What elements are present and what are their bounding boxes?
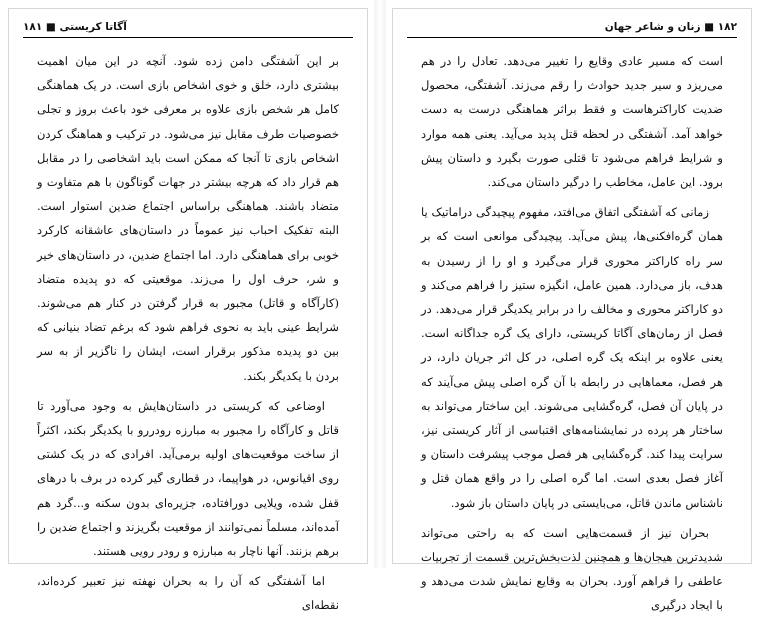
left-paragraph-3: اما آشفتگی که آن را به بحران نهفته نیز تعبیر کرده‌اند، نقطه‌ای [37,574,339,613]
left-paragraph-1: بر این آشفتگی دامن زده شود. آنچه در این میان اهمیت بیشتری دارد، خلق و خوی اشخاص بازی است. در یک هماهنگی کامل هر شخص بازی علاوه بر معرفی خود باعث بروز و تجلی خصوصیات طرف مقابل نیز می‌شود. در ترکیب و هماهنگ کردن اشخاص بازی تا آنجا که ممکن است باید اشخاصی را در مقابل هم قرار داد که هرچه بیشتر در جهات گوناگون با هم متفاوت و متضاد باشند. هماهنگی براساس اجتماع ضدین استوار است. البته تفکیک احباب نیز عموماً در داستان‌های عاشقانه کارکرد خوبی برای هماهنگی دارد. اما اجتماع ضدین، در داستان‌های خیر و شر، حرف اول را می‌زند. موقعیتی که دو پدیده متضاد (کارآگاه و قاتل) مجبور به قرار گرفتن در کنار هم می‌شوند. شرایط عینی باید به نحوی فراهم شود که برغم تضاد بنیانی که بین دو پدیده مذکور برقرار است، ایشان را ناگزیر از به سر بردن با یکدیگر بکند. [37,54,339,383]
right-paragraph-3: بحران نیز از قسمت‌هایی است که به راحتی می‌تواند شدیدترین هیجان‌ها و همچنین لذت‌بخش‌ترین قسمت از تجربیات عاطفی را فراهم آورد. بحران به وقایع نمایش شدت می‌دهد و با ایجاد درگیری [421,525,723,613]
right-paragraph-1: است که مسیر عادی وقایع را تغییر می‌دهد. تعادل را در هم می‌ریزد و سیر جدید حوادث را رقم می‌زند. آشفتگی، محصول ضدیت کاراکترهاست و فقط براثر هماهنگی درست به دست خواهد آمد. آشفتگی در لحظه قتل پدید می‌آید. یعنی همه موارد و شرایط فراهم می‌شود تا قتلی صورت بگیرد و داستان پیش برود. این عامل، مخاطب را درگیر داستان می‌کند. [421,54,723,190]
left-page-body [37,49,339,613]
right-page-body [421,49,723,613]
left-page-header: آگاتا کریستی ■ ۱۸۱ [23,19,353,38]
book-gutter [374,0,386,568]
right-paragraph-2: زمانی که آشفتگی اتفاق می‌افتد، مفهوم پیچیدگی دراماتیک یا همان گره‌افکنی‌ها، پیش می‌آید. پیچیدگی موانعی است که بر سر راه کاراکتر محوری قرار می‌گیرد و او را از رسیدن به هدف، باز می‌دارد. همین عامل، انگیزه ستیز را فراهم می‌کند و دو کاراکتر محوری و مخالف را در برابر یکدیگر قرار می‌دهد. در فصل از رمان‌های آگاتا کریستی، دارای یک گره جداگانه است. یعنی علاوه بر اینکه یک گره اصلی، در کل اثر جریان دارد، در هر فصل، معماهایی در رابطه با آن گره اصلی پیش می‌آیند که در پایان آن فصل، گره‌گشایی می‌شوند. این ساختار می‌تواند به ساختار هر پرده در نمایشنامه‌های اقتباسی از آثار کریستی نیز، سرایت پیدا کند. گره‌گشایی هر فصل موجب پیشرفت داستان و آغاز فصل بعدی است. اما گره اصلی را در واقع همان قتل و ناشناس ماندن قاتل، می‌بایستی در پایان داستان باز شود. [421,205,723,510]
left-paragraph-2: اوضاعی که کریستی در داستان‌هایش به وجود می‌آورد تا قاتل و کارآگاه را مجبور به مبارزه رودررو با یکدیگر بکند، اکثراً از ساخت موقعیت‌های اولیه برمی‌آید. افرادی که در یک کشتی روی اقیانوس، در هواپیما، در قطاری گیر کرده در برف با درهای قفل شده، ویلایی دورافتاده، جزیره‌ای بدون سکنه و...گرد هم آمده‌اند، مسلماً نمی‌توانند از موقعیت بگریزند و اجتماع ضدین را برهم بزنند. آنها ناچار به مبارزه و رودر رویی هستند. [37,398,339,559]
left-page [8,8,368,613]
right-page-header: ۱۸۲ ■ زنان و شاعر جهان [407,19,737,38]
right-page [392,8,752,613]
